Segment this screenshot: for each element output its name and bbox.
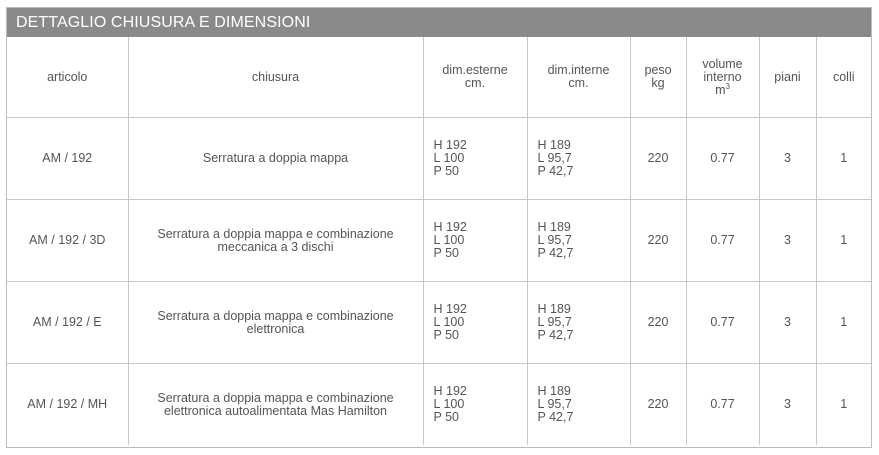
cell-articolo: AM / 192 / E: [7, 282, 128, 364]
table-row: [7, 282, 871, 364]
table-header-row: [7, 37, 871, 118]
cell-dim-esterne: H 192 L 100 P 50: [423, 282, 527, 364]
header-articolo: articolo: [7, 37, 128, 118]
cell-chiusura: Serratura a doppia mappa: [128, 118, 423, 200]
cell-peso: 220: [630, 200, 686, 282]
header-chiusura: chiusura: [128, 37, 423, 118]
panel-title: DETTAGLIO CHIUSURA E DIMENSIONI: [7, 8, 871, 37]
cell-volume: 0.77: [686, 118, 759, 200]
cell-colli: 1: [816, 118, 871, 200]
cell-articolo: AM / 192 / 3D: [7, 200, 128, 282]
cell-colli: 1: [816, 282, 871, 364]
cell-piani: 3: [759, 282, 816, 364]
header-volume: volume interno $m^3$: [686, 37, 759, 118]
spec-table-panel: [6, 7, 872, 448]
cell-colli: 1: [816, 364, 871, 446]
cell-volume: 0.77: [686, 364, 759, 446]
cell-dim-interne: H 189 L 95,7 P 42,7: [527, 118, 630, 200]
table-row: [7, 364, 871, 446]
cell-colli: 1: [816, 200, 871, 282]
cell-chiusura: Serratura a doppia mappa e combinazione elettronica: [128, 282, 423, 364]
cell-articolo: AM / 192 / MH: [7, 364, 128, 446]
cell-chiusura: Serratura a doppia mappa e combinazione meccanica a 3 dischi: [128, 200, 423, 282]
header-colli: colli: [816, 37, 871, 118]
header-peso: peso kg: [630, 37, 686, 118]
spec-table: [7, 37, 871, 445]
cell-dim-interne: H 189 L 95,7 P 42,7: [527, 364, 630, 446]
header-dim-esterne: dim.esterne cm.: [423, 37, 527, 118]
cell-volume: 0.77: [686, 282, 759, 364]
cell-peso: 220: [630, 118, 686, 200]
cell-dim-interne: H 189 L 95,7 P 42,7: [527, 282, 630, 364]
cell-peso: 220: [630, 282, 686, 364]
header-dim-interne: dim.interne cm.: [527, 37, 630, 118]
cell-piani: 3: [759, 364, 816, 446]
cell-dim-esterne: H 192 L 100 P 50: [423, 200, 527, 282]
table-row: [7, 118, 871, 200]
cell-dim-esterne: H 192 L 100 P 50: [423, 364, 527, 446]
cell-chiusura: Serratura a doppia mappa e combinazione elettronica autoalimentata Mas Hamilton: [128, 364, 423, 446]
table-row: [7, 200, 871, 282]
cell-dim-esterne: H 192 L 100 P 50: [423, 118, 527, 200]
cell-piani: 3: [759, 118, 816, 200]
cell-peso: 220: [630, 364, 686, 446]
cell-dim-interne: H 189 L 95,7 P 42,7: [527, 200, 630, 282]
cell-articolo: AM / 192: [7, 118, 128, 200]
cell-volume: 0.77: [686, 200, 759, 282]
cell-piani: 3: [759, 200, 816, 282]
header-piani: piani: [759, 37, 816, 118]
